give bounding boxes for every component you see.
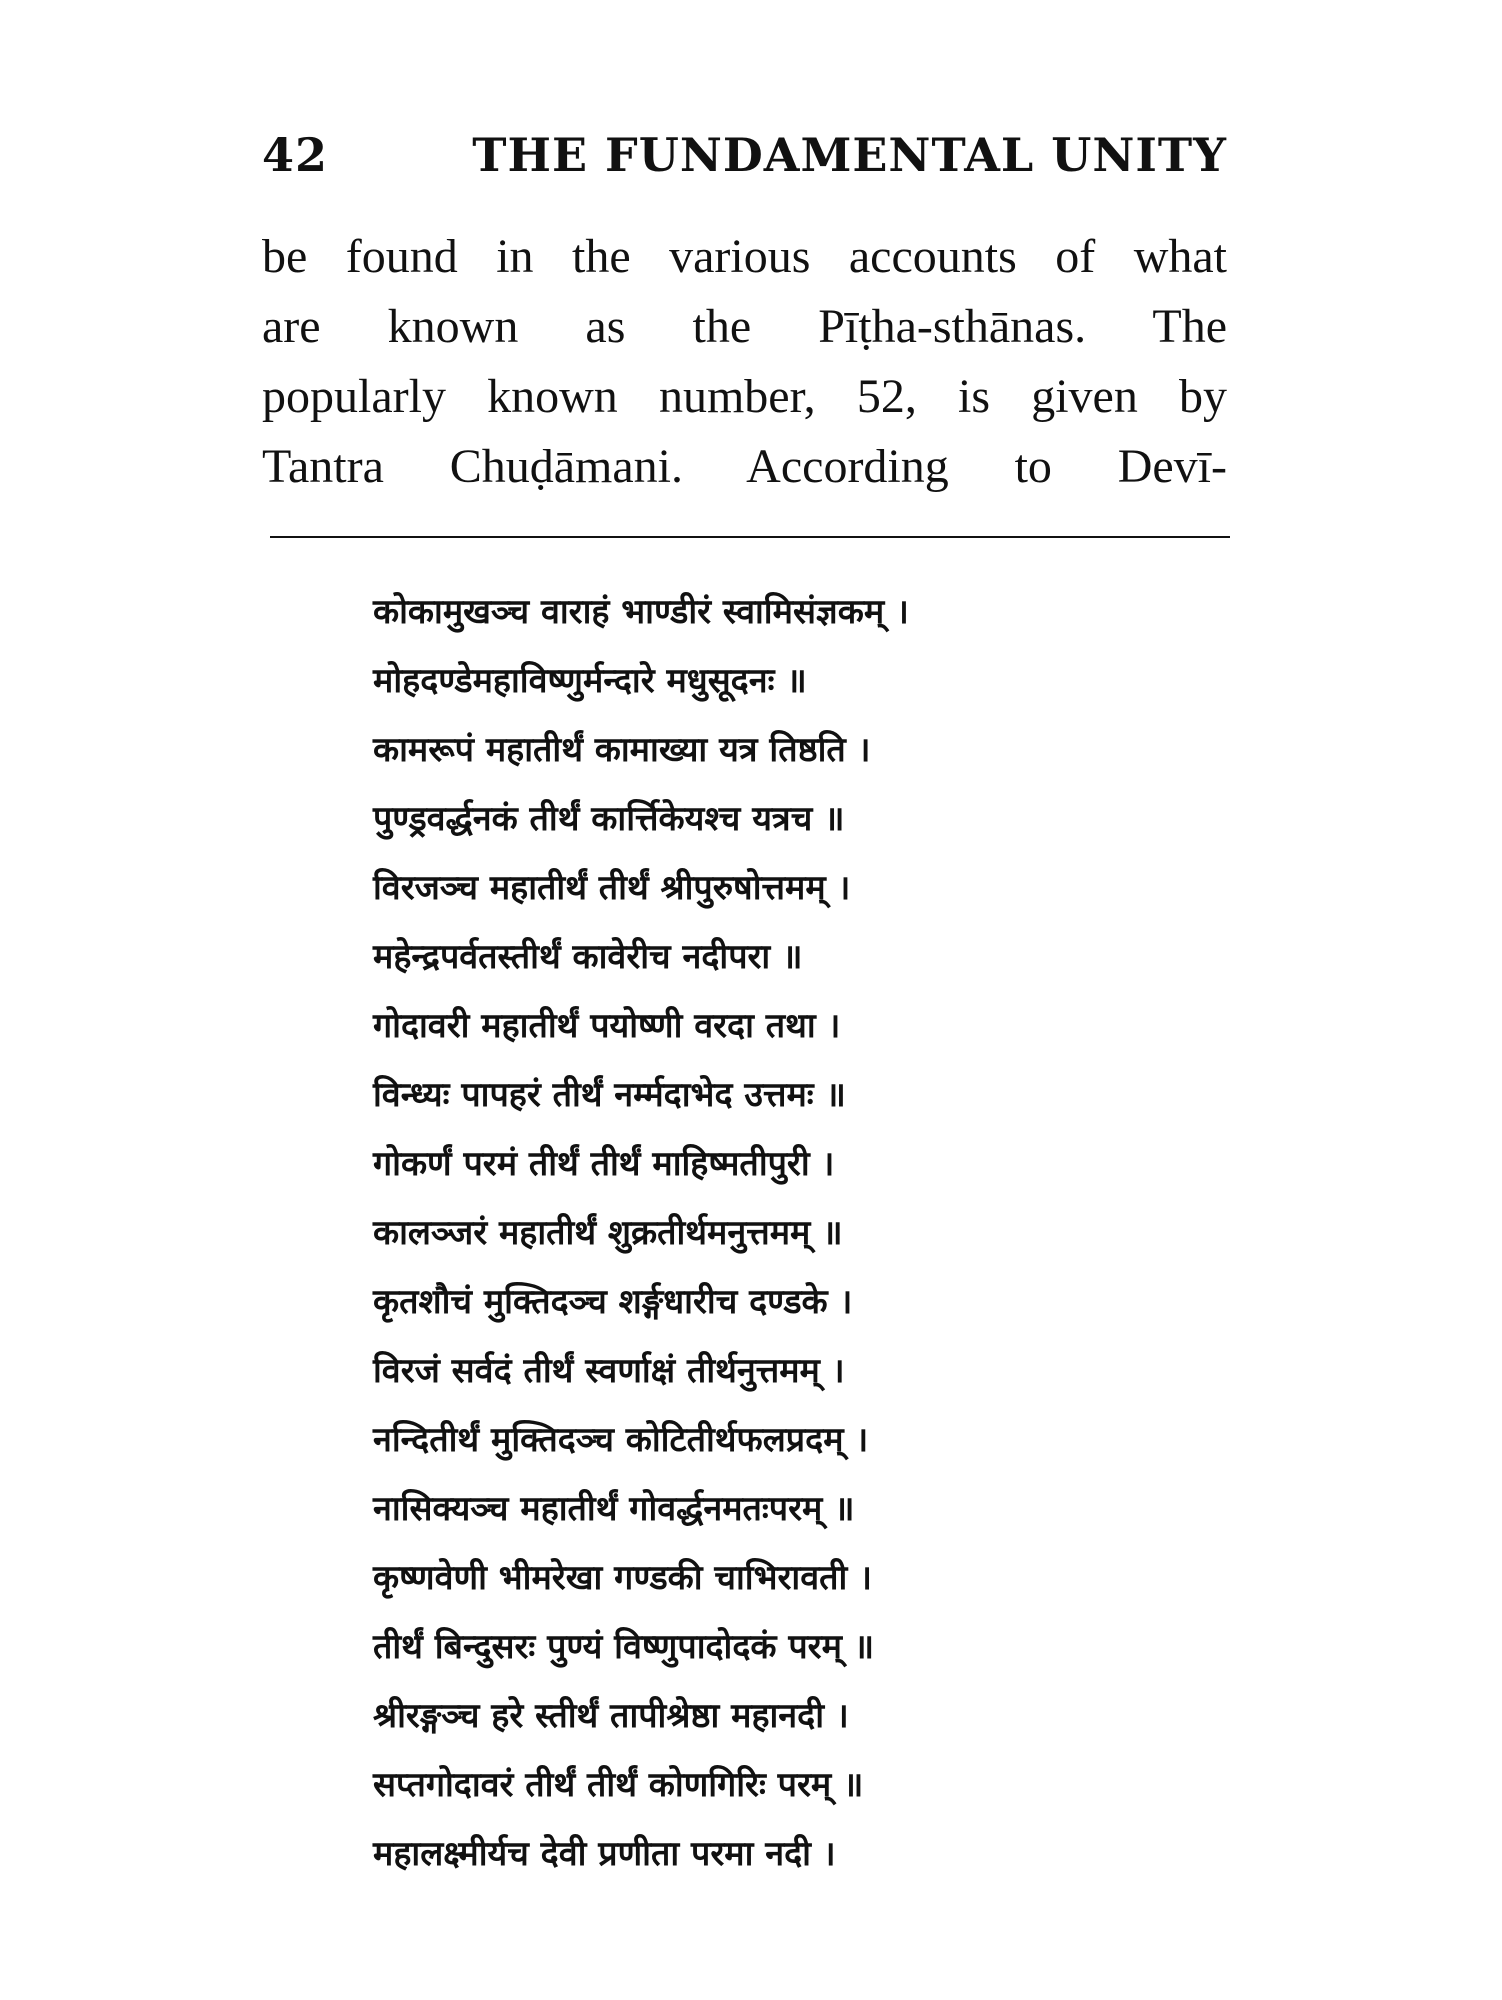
body-line: popularly known number, 52, is given by xyxy=(262,370,1227,423)
verse-line: महेन्द्रपर्वतस्तीर्थं कावेरीच नदीपरा ॥ xyxy=(373,937,803,977)
running-title: THE FUNDAMENTAL UNITY xyxy=(472,128,1227,182)
body-line: Tantra Chuḍāmani. According to Devī- xyxy=(262,440,1227,493)
verse-line: मोहदण्डेमहाविष्णुर्मन्दारे मधुसूदनः ॥ xyxy=(373,661,807,701)
verse-line: नासिक्यञ्च महातीर्थं गोवर्द्धनमतःपरम् ॥ xyxy=(373,1489,855,1529)
verse-line: कोकामुखञ्च वाराहं भाण्डीरं स्वामिसंज्ञकम् । xyxy=(373,592,909,632)
body-paragraph xyxy=(262,222,1227,502)
verse-line: गोदावरी महातीर्थं पयोष्णी वरदा तथा । xyxy=(373,1006,841,1046)
verse-line: कामरूपं महातीर्थं कामाख्या यत्र तिष्ठति । xyxy=(373,730,871,770)
verse-line: तीर्थं बिन्दुसरः पुण्यं विष्णुपादोदकं परम् ॥ xyxy=(373,1627,875,1667)
sanskrit-verses xyxy=(373,578,1133,1889)
verse-line: कालञ्जरं महातीर्थं शुक्रतीर्थमनुत्तमम् ॥ xyxy=(373,1213,843,1253)
body-line: are known as the Pīṭha-sthānas. The xyxy=(262,300,1227,353)
verse-line: सप्तगोदावरं तीर्थं तीर्थं कोणगिरिः परम् ॥ xyxy=(373,1765,864,1805)
footnote-divider xyxy=(270,536,1230,538)
verse-line: कृष्णवेणी भीमरेखा गण्डकी चाभिरावती । xyxy=(373,1558,873,1598)
verse-line: विरजञ्च महातीर्थं तीर्थं श्रीपुरुषोत्तमम् । xyxy=(373,868,851,908)
body-line: be found in the various accounts of what xyxy=(262,230,1227,283)
page-header xyxy=(262,128,1227,188)
verse-line: विरजं सर्वदं तीर्थं स्वर्णाक्षं तीर्थनुत्तमम् । xyxy=(373,1351,845,1391)
page-number: 42 xyxy=(262,128,329,182)
verse-line: महालक्ष्मीर्यच देवी प्रणीता परमा नदी । xyxy=(373,1834,836,1874)
verse-line: नन्दितीर्थं मुक्तिदञ्च कोटितीर्थफलप्रदम् । xyxy=(373,1420,869,1460)
verse-line: गोकर्णं परमं तीर्थं तीर्थं माहिष्मतीपुरी । xyxy=(373,1144,835,1184)
verse-line: श्रीरङ्गञ्च हरे स्तीर्थं तापीश्रेष्ठा महानदी । xyxy=(373,1696,849,1736)
verse-line: कृतशौचं मुक्तिदञ्च शर्ङ्गधारीच दण्डके । xyxy=(373,1282,853,1322)
verse-line: विन्ध्यः पापहरं तीर्थं नर्म्मदाभेद उत्तमः ॥ xyxy=(373,1075,846,1115)
verse-line: पुण्ड्रवर्द्धनकं तीर्थं कार्त्तिकेयश्च यत्रच ॥ xyxy=(373,799,845,839)
